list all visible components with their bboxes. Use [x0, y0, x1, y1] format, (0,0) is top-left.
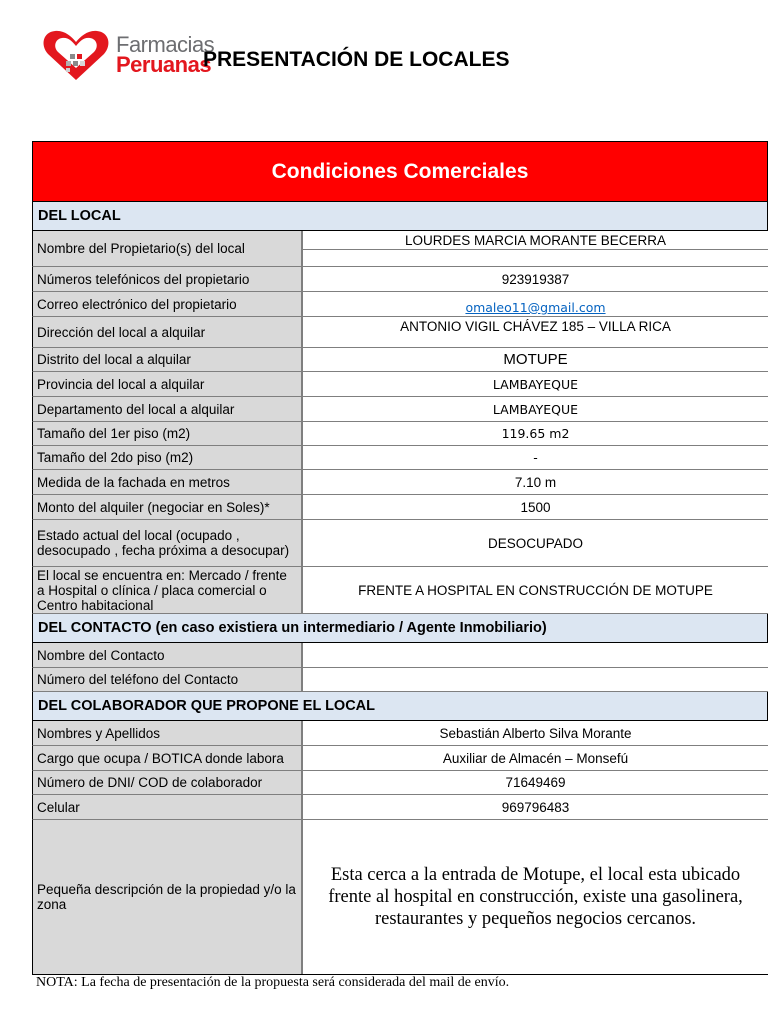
table-row — [32, 567, 768, 614]
field-label: Monto del alquiler (negociar en Soles)* — [33, 495, 303, 519]
field-value: 969796483 — [303, 795, 768, 819]
section-header-contacto — [32, 614, 768, 643]
field-label: Tamaño del 2do piso (m2) — [33, 446, 303, 469]
field-label: Correo electrónico del propietario — [33, 292, 303, 316]
field-label: Nombres y Apellidos — [33, 721, 303, 745]
field-value: 7.10 m — [303, 470, 768, 494]
field-label: Nombre del Contacto — [33, 643, 303, 667]
field-value-empty — [303, 250, 768, 266]
section-header-colaborador: DEL COLABORADOR QUE PROPONE EL LOCAL — [32, 692, 768, 721]
table-row — [32, 348, 768, 372]
owner-email-link[interactable]: omaleo11@gmail.com — [465, 300, 606, 315]
table-row — [32, 520, 768, 567]
field-value: FRENTE A HOSPITAL EN CONSTRUCCIÓN DE MOTUPE — [303, 567, 768, 613]
field-value: 71649469 — [303, 771, 768, 794]
field-value: 923919387 — [303, 267, 768, 291]
table-row — [32, 746, 768, 771]
table-row — [32, 422, 768, 446]
field-label: Estado actual del local (ocupado , desocupado , fecha próxima a desocupar) — [33, 520, 303, 566]
field-value-group — [303, 231, 768, 266]
field-value: LAMBAYEQUE — [303, 372, 768, 396]
field-label: Nombre del Propietario(s) del local — [33, 231, 303, 266]
table-row — [32, 668, 768, 692]
table-row — [32, 795, 768, 820]
section-header-local: DEL LOCAL — [32, 202, 768, 231]
table-row — [32, 317, 768, 348]
table-row — [32, 372, 768, 397]
field-label: Tamaño del 1er piso (m2) — [33, 422, 303, 445]
table-row — [32, 771, 768, 795]
field-value: MOTUPE — [303, 348, 768, 371]
field-label: Departamento del local a alquilar — [33, 397, 303, 421]
table-row — [32, 820, 768, 975]
field-value: - — [303, 446, 768, 469]
field-label: Medida de la fachada en metros — [33, 470, 303, 494]
field-label: Dirección del local a alquilar — [33, 317, 303, 347]
document-title: PRESENTACIÓN DE LOCALES — [203, 48, 510, 71]
property-description: Esta cerca a la entrada de Motupe, el local esta ubicado frente al hospital en construcción, existe una gasolinera, restaurantes y pequeños negocios cercanos. — [328, 865, 743, 929]
heart-logo-icon — [40, 28, 112, 84]
field-value — [303, 292, 768, 316]
field-label: El local se encuentra en: Mercado / frente a Hospital o clínica / placa comercial o Centro habitacional — [33, 567, 303, 613]
field-value: Sebastián Alberto Silva Morante — [303, 721, 768, 745]
table-row — [32, 267, 768, 292]
table-row — [32, 470, 768, 495]
field-label: Distrito del local a alquilar — [33, 348, 303, 371]
field-value: ANTONIO VIGIL CHÁVEZ 185 – VILLA RICA — [303, 317, 768, 347]
field-value: LAMBAYEQUE — [303, 397, 768, 421]
field-label: Número de DNI/ COD de colaborador — [33, 771, 303, 794]
section-note: (en caso existiera un intermediario / Agente Inmobiliario) — [151, 620, 547, 636]
table-row — [32, 231, 768, 267]
table-row — [32, 721, 768, 746]
table-row — [32, 446, 768, 470]
field-label: Número del teléfono del Contacto — [33, 668, 303, 691]
form-table — [32, 141, 768, 975]
field-label: Pequeña descripción de la propiedad y/o la zona — [33, 820, 303, 974]
form-banner: Condiciones Comerciales — [32, 141, 768, 202]
logo-text-peruanas: Peruanas — [116, 52, 212, 77]
table-row — [32, 292, 768, 317]
field-value: 1500 — [303, 495, 768, 519]
logo-text-farmacias: Farmacias — [116, 32, 215, 57]
field-label: Provincia del local a alquilar — [33, 372, 303, 396]
field-label: Números telefónicos del propietario — [33, 267, 303, 291]
section-title: DEL CONTACTO — [38, 620, 152, 636]
table-row — [32, 643, 768, 668]
field-value: DESOCUPADO — [303, 520, 768, 566]
field-value — [303, 668, 768, 691]
footer-note: NOTA: La fecha de presentación de la propuesta será considerada del mail de envío. — [36, 975, 510, 990]
field-label: Celular — [33, 795, 303, 819]
table-row — [32, 495, 768, 520]
field-value — [303, 643, 768, 667]
field-value: 119.65 m2 — [303, 422, 768, 445]
field-value: Auxiliar de Almacén – Monsefú — [303, 746, 768, 770]
table-row — [32, 397, 768, 422]
field-label: Cargo que ocupa / BOTICA donde labora — [33, 746, 303, 770]
field-value: LOURDES MARCIA MORANTE BECERRA — [303, 231, 768, 250]
